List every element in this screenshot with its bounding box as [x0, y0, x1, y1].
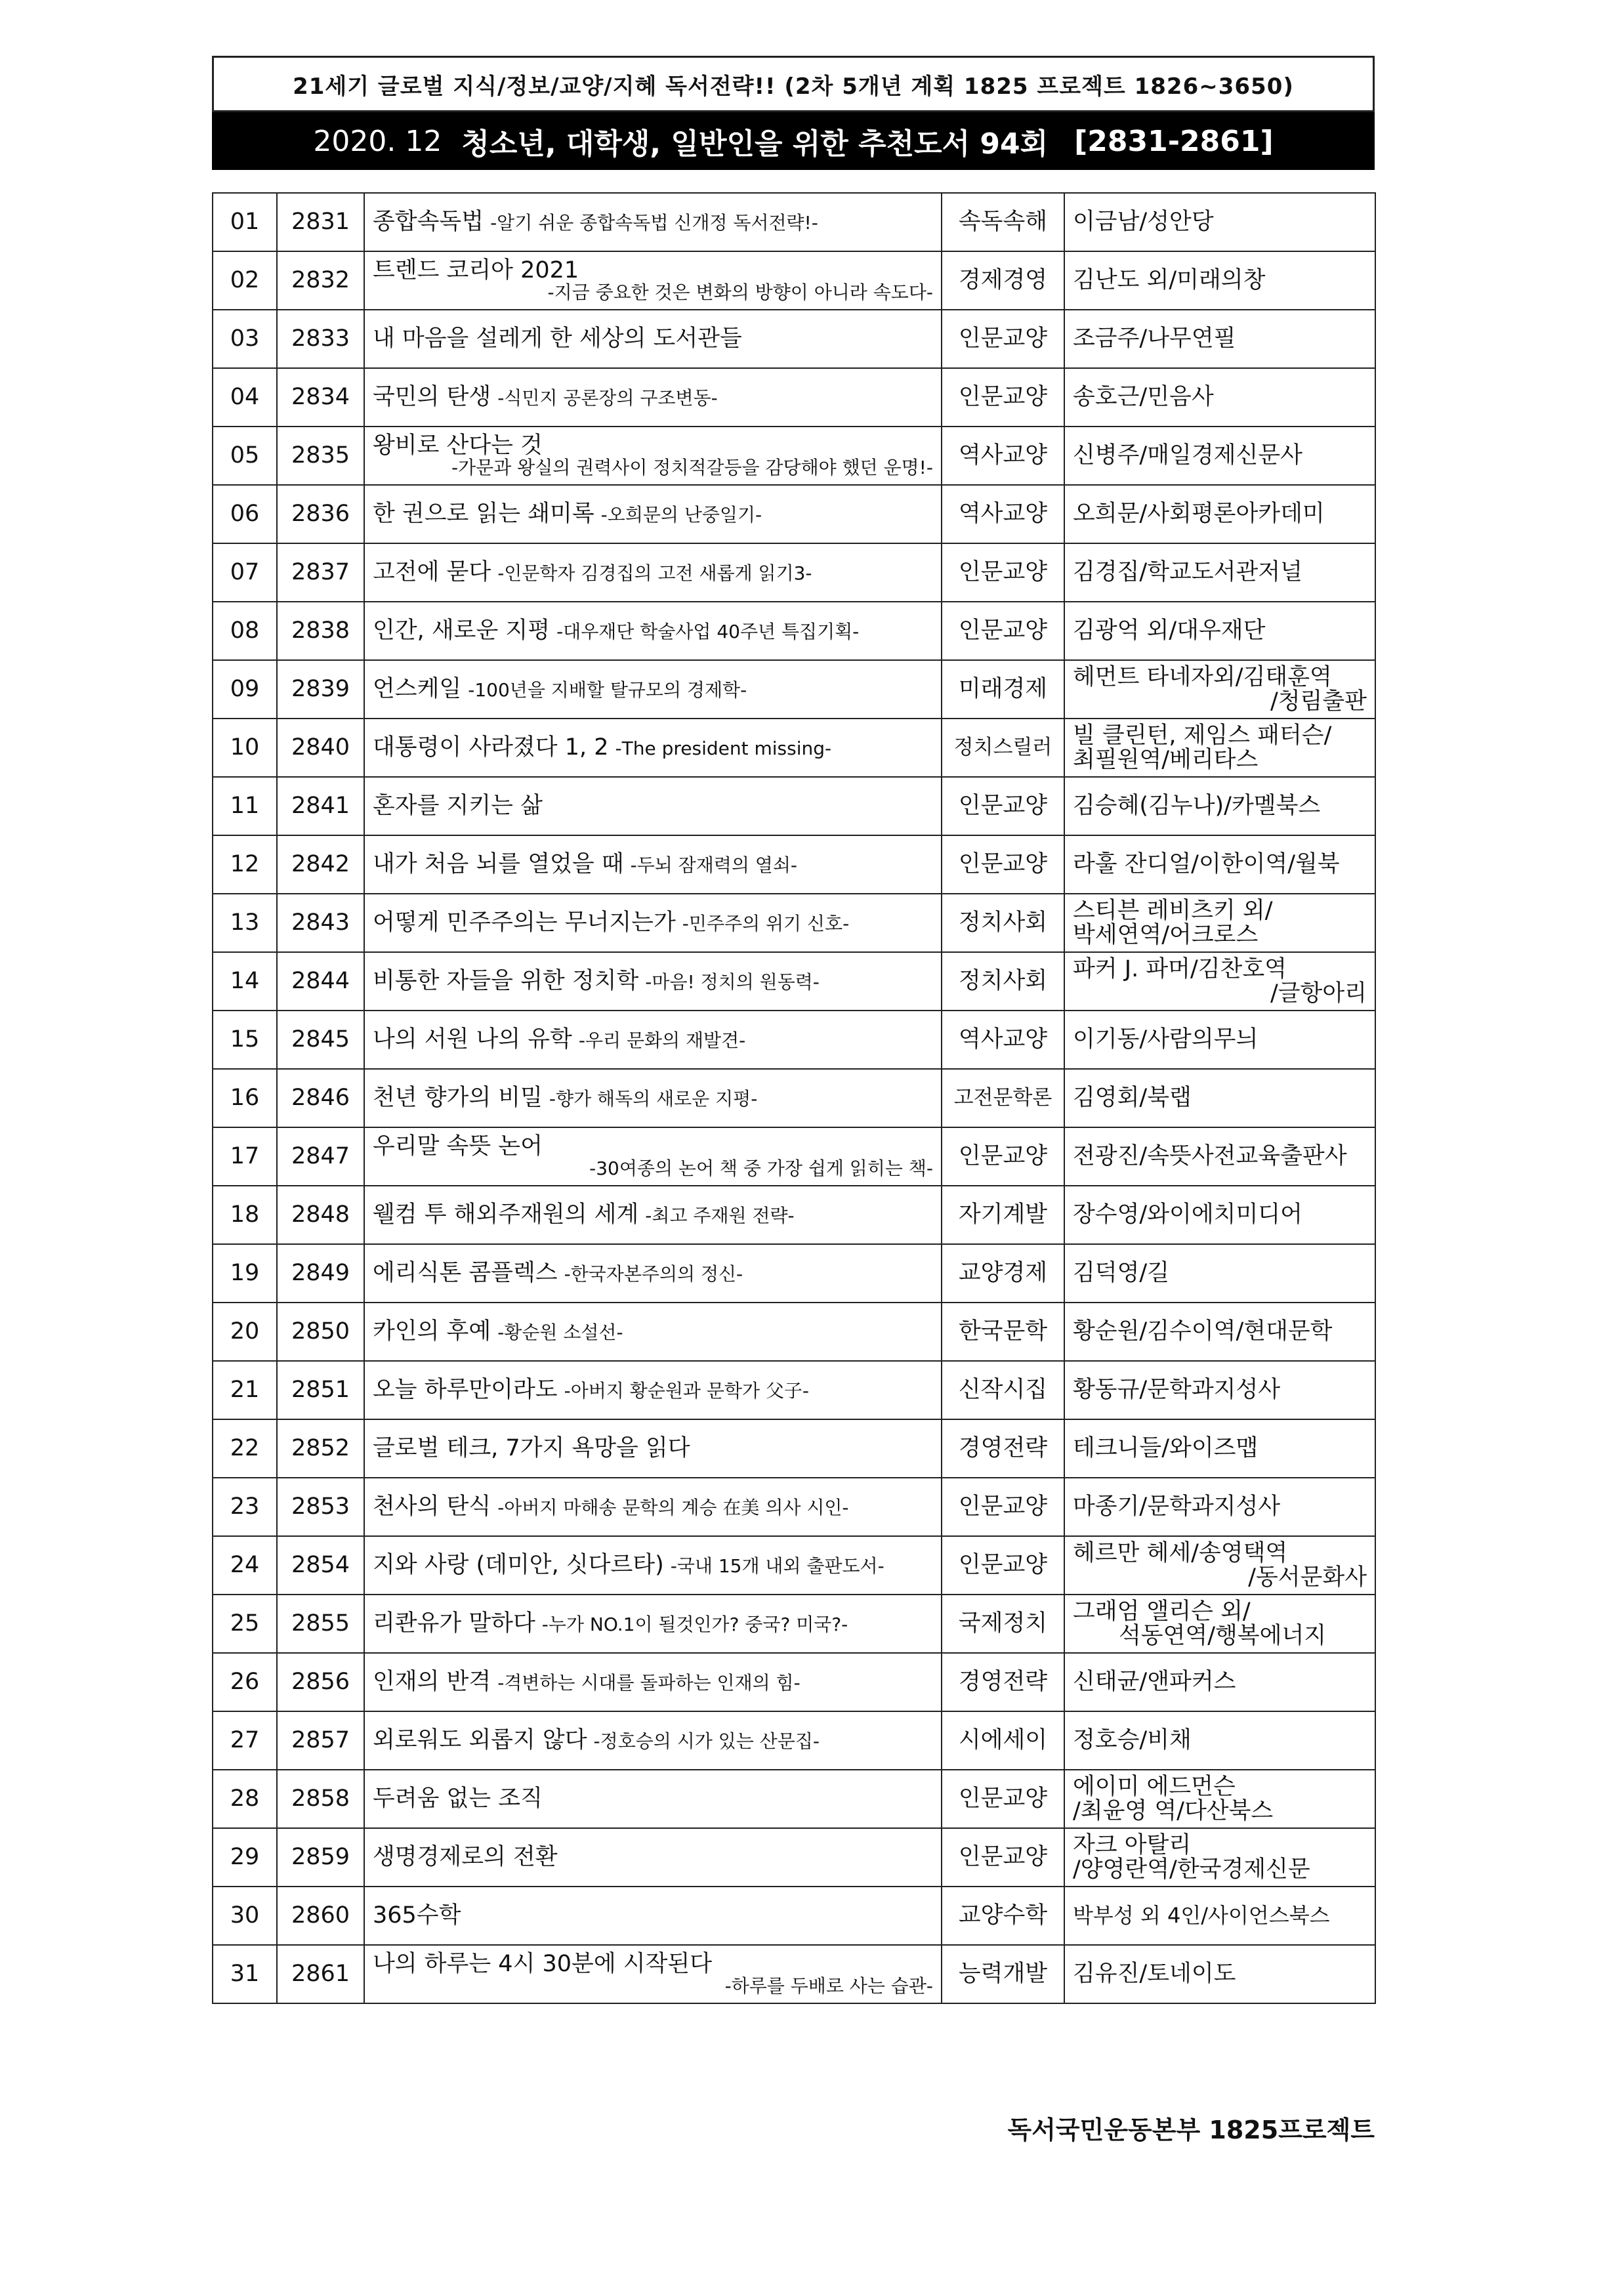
header-subtitle	[212, 56, 1375, 112]
table-row	[213, 835, 1375, 894]
book-category: 국제정치	[942, 1595, 1064, 1653]
book-title: 내 마음을 설레게 한 세상의 도서관들	[373, 325, 742, 352]
author-line: 김승혜(김누나)/카멜북스	[1073, 793, 1321, 820]
row-number: 11	[213, 777, 277, 835]
author-line: /청림출판	[1270, 688, 1367, 715]
book-title-cell	[364, 193, 942, 251]
book-id: 2861	[277, 1945, 364, 2003]
book-id: 2846	[277, 1069, 364, 1127]
book-id: 2854	[277, 1536, 364, 1595]
book-id: 2843	[277, 894, 364, 952]
row-number: 29	[213, 1828, 277, 1887]
author-line: 박부성 외 4인/사이언스북스	[1073, 1902, 1330, 1928]
book-title: 왕비로 산다는 것	[373, 432, 543, 459]
book-author-publisher	[1064, 1127, 1375, 1186]
author-line: 김광억 외/대우재단	[1073, 617, 1266, 644]
table-row	[213, 251, 1375, 310]
book-category: 미래경제	[942, 660, 1064, 719]
book-title-cell	[364, 1361, 942, 1419]
book-category: 경영전략	[942, 1653, 1064, 1711]
book-title-cell	[364, 1244, 942, 1303]
book-title: 대통령이 사라졌다 1, 2	[373, 734, 609, 761]
book-title-cell	[364, 602, 942, 660]
header-title-bar	[212, 112, 1375, 170]
book-title: 글로벌 테크, 7가지 욕망을 읽다	[373, 1435, 690, 1462]
book-author-publisher	[1064, 1770, 1375, 1828]
book-author-publisher	[1064, 1361, 1375, 1419]
book-title-cell	[364, 1186, 942, 1244]
book-title-cell	[364, 1536, 942, 1595]
book-title: 천사의 탄식	[373, 1493, 491, 1520]
table-row	[213, 719, 1375, 777]
book-author-publisher	[1064, 1069, 1375, 1127]
book-subtitle: -황순원 소설선-	[497, 1322, 623, 1344]
table-row	[213, 427, 1375, 485]
book-author-publisher	[1064, 427, 1375, 485]
book-title-cell	[364, 368, 942, 427]
book-title: 카인의 후예	[373, 1318, 491, 1345]
book-category: 인문교양	[942, 1828, 1064, 1887]
row-number: 25	[213, 1595, 277, 1653]
book-title: 한 권으로 읽는 쇄미록	[373, 501, 594, 528]
book-title-cell	[364, 1419, 942, 1478]
book-subtitle: -알기 쉬운 종합속독법 신개정 독서전략!-	[490, 212, 818, 234]
book-author-publisher	[1064, 543, 1375, 602]
row-number: 26	[213, 1653, 277, 1711]
book-title-cell	[364, 719, 942, 777]
book-author-publisher	[1064, 894, 1375, 952]
row-number: 08	[213, 602, 277, 660]
book-author-publisher	[1064, 952, 1375, 1011]
book-category: 자기계발	[942, 1186, 1064, 1244]
header-top-line: 21세기 글로벌 지식/정보/교양/지혜 독서전략!! (2차 5개년 계획 1825 프로젝트 1826~3650)	[293, 73, 1294, 100]
book-category: 인문교양	[942, 543, 1064, 602]
row-number: 14	[213, 952, 277, 1011]
book-title: 우리말 속뜻 논어	[373, 1133, 543, 1160]
book-author-publisher	[1064, 310, 1375, 368]
book-id: 2840	[277, 719, 364, 777]
table-row	[213, 952, 1375, 1011]
row-number: 09	[213, 660, 277, 719]
author-line: 헤먼트 타네자외/김태훈역	[1073, 663, 1332, 690]
book-id: 2838	[277, 602, 364, 660]
row-number: 30	[213, 1887, 277, 1945]
book-category: 인문교양	[942, 310, 1064, 368]
table-row	[213, 1770, 1375, 1828]
book-author-publisher	[1064, 251, 1375, 310]
table-row	[213, 1653, 1375, 1711]
table-row	[213, 1303, 1375, 1361]
book-subtitle: -100년을 지배할 탈규모의 경제학-	[468, 679, 747, 701]
row-number: 13	[213, 894, 277, 952]
row-number: 02	[213, 251, 277, 310]
row-number: 07	[213, 543, 277, 602]
row-number: 03	[213, 310, 277, 368]
book-title: 인간, 새로운 지평	[373, 617, 551, 644]
book-title: 생명경제로의 전환	[373, 1844, 558, 1871]
book-subtitle: -아버지 마해송 문학의 계승 在美 의사 시인-	[497, 1497, 849, 1519]
book-id: 2856	[277, 1653, 364, 1711]
row-number: 31	[213, 1945, 277, 2003]
table-row	[213, 368, 1375, 427]
book-id: 2855	[277, 1595, 364, 1653]
book-title-cell	[364, 543, 942, 602]
row-number: 16	[213, 1069, 277, 1127]
row-number: 20	[213, 1303, 277, 1361]
author-line: 조금주/나무연필	[1073, 325, 1236, 352]
author-line: 이금남/성안당	[1073, 209, 1214, 236]
book-id: 2848	[277, 1186, 364, 1244]
book-title-cell	[364, 777, 942, 835]
book-title: 365수학	[373, 1902, 461, 1929]
table-row	[213, 543, 1375, 602]
book-title: 에리식톤 콤플렉스	[373, 1260, 558, 1287]
author-line: 이기동/사람의무늬	[1073, 1026, 1259, 1053]
book-category: 신작시집	[942, 1361, 1064, 1419]
book-title: 리콴유가 말하다	[373, 1610, 535, 1637]
author-line: 빌 클린턴, 제임스 패터슨/	[1073, 722, 1332, 749]
table-row	[213, 1069, 1375, 1127]
book-title: 국민의 탄생	[373, 384, 491, 411]
book-title: 외로워도 외롭지 않다	[373, 1727, 587, 1754]
row-number: 05	[213, 427, 277, 485]
book-title: 두려움 없는 조직	[373, 1785, 543, 1812]
book-author-publisher	[1064, 602, 1375, 660]
book-title: 언스케일	[373, 676, 462, 703]
header-date: 2020. 12	[313, 124, 442, 158]
author-line: 최필원역/베리타스	[1073, 746, 1259, 773]
book-subtitle: -아버지 황순원과 문학가 父子-	[564, 1380, 809, 1402]
book-id: 2834	[277, 368, 364, 427]
book-category: 고전문학론	[942, 1069, 1064, 1127]
book-category: 정치사회	[942, 894, 1064, 952]
book-id: 2850	[277, 1303, 364, 1361]
book-subtitle: -30여종의 논어 책 중 가장 쉽게 읽히는 책-	[589, 1158, 933, 1180]
table-row	[213, 1478, 1375, 1536]
row-number: 24	[213, 1536, 277, 1595]
book-title: 종합속독법	[373, 209, 484, 236]
row-number: 04	[213, 368, 277, 427]
book-category: 정치사회	[942, 952, 1064, 1011]
book-subtitle: -가문과 왕실의 권력사이 정치적갈등을 감당해야 했던 운명!-	[451, 457, 933, 479]
book-title-cell	[364, 952, 942, 1011]
table-row	[213, 1127, 1375, 1186]
author-line: 파커 J. 파머/김찬호역	[1073, 955, 1287, 982]
book-id: 2831	[277, 193, 364, 251]
book-id: 2851	[277, 1361, 364, 1419]
book-id: 2858	[277, 1770, 364, 1828]
book-title-cell	[364, 310, 942, 368]
book-title: 어떻게 민주주의는 무너지는가	[373, 909, 676, 936]
book-author-publisher	[1064, 1478, 1375, 1536]
book-title: 천년 향가의 비밀	[373, 1085, 543, 1112]
book-id: 2853	[277, 1478, 364, 1536]
book-author-publisher	[1064, 485, 1375, 543]
book-category: 교양경제	[942, 1244, 1064, 1303]
book-subtitle: -식민지 공론장의 구조변동-	[497, 387, 718, 409]
book-title-cell	[364, 1770, 942, 1828]
book-subtitle: -정호승의 시가 있는 산문집-	[593, 1730, 820, 1753]
book-title: 인재의 반격	[373, 1669, 491, 1696]
book-category: 경영전략	[942, 1419, 1064, 1478]
book-title-cell	[364, 1711, 942, 1770]
book-category: 한국문학	[942, 1303, 1064, 1361]
book-id: 2847	[277, 1127, 364, 1186]
book-author-publisher	[1064, 1186, 1375, 1244]
author-line: 테크니들/와이즈맵	[1073, 1435, 1259, 1462]
author-line: 김경집/학교도서관저널	[1073, 559, 1302, 586]
author-line: 송호근/민음사	[1073, 384, 1214, 411]
author-line: 황동규/문학과지성사	[1073, 1377, 1281, 1404]
book-author-publisher	[1064, 1828, 1375, 1887]
book-id: 2832	[277, 251, 364, 310]
book-title: 트렌드 코리아 2021	[373, 257, 579, 284]
table-row	[213, 485, 1375, 543]
book-subtitle: -지금 중요한 것은 변화의 방향이 아니라 속도다-	[547, 282, 933, 304]
table-row	[213, 1945, 1375, 2003]
book-id: 2844	[277, 952, 364, 1011]
author-line: 그래엄 앨리슨 외/	[1073, 1598, 1251, 1625]
book-title-cell	[364, 894, 942, 952]
book-author-publisher	[1064, 1303, 1375, 1361]
row-number: 18	[213, 1186, 277, 1244]
row-number: 17	[213, 1127, 277, 1186]
book-title-cell	[364, 1069, 942, 1127]
book-id: 2860	[277, 1887, 364, 1945]
book-category: 속독속해	[942, 193, 1064, 251]
book-title-cell	[364, 1127, 942, 1186]
book-category: 인문교양	[942, 1770, 1064, 1828]
book-title: 고전에 묻다	[373, 559, 491, 586]
book-id: 2842	[277, 835, 364, 894]
book-subtitle: -대우재단 학술사업 40주년 특집기획-	[556, 621, 860, 643]
book-author-publisher	[1064, 1887, 1375, 1945]
book-category: 정치스릴러	[942, 719, 1064, 777]
book-title-cell	[364, 1653, 942, 1711]
book-title-cell	[364, 1011, 942, 1069]
book-id: 2835	[277, 427, 364, 485]
book-category: 인문교양	[942, 1478, 1064, 1536]
book-title-cell	[364, 1887, 942, 1945]
book-author-publisher	[1064, 719, 1375, 777]
book-title-cell	[364, 485, 942, 543]
book-author-publisher	[1064, 835, 1375, 894]
author-line: 정호승/비채	[1073, 1727, 1192, 1754]
book-id: 2852	[277, 1419, 364, 1478]
author-line: 김난도 외/미래의창	[1073, 267, 1266, 294]
row-number: 19	[213, 1244, 277, 1303]
book-title-cell	[364, 1478, 942, 1536]
book-subtitle: -하루를 두배로 사는 습관-	[724, 1975, 933, 1997]
book-author-publisher	[1064, 193, 1375, 251]
row-number: 15	[213, 1011, 277, 1069]
book-category: 역사교양	[942, 1011, 1064, 1069]
book-category: 인문교양	[942, 1536, 1064, 1595]
table-row	[213, 1711, 1375, 1770]
book-subtitle: -마음! 정치의 원동력-	[645, 971, 820, 993]
author-line: 박세연역/어크로스	[1073, 921, 1259, 948]
book-author-publisher	[1064, 1244, 1375, 1303]
book-category: 인문교양	[942, 835, 1064, 894]
table-row	[213, 1828, 1375, 1887]
book-list-body	[213, 193, 1375, 2003]
table-row	[213, 310, 1375, 368]
row-number: 10	[213, 719, 277, 777]
book-category: 능력개발	[942, 1945, 1064, 2003]
book-title: 나의 서원 나의 유학	[373, 1026, 572, 1053]
book-subtitle: -향가 해독의 새로운 지평-	[549, 1088, 758, 1110]
book-id: 2859	[277, 1828, 364, 1887]
row-number: 01	[213, 193, 277, 251]
author-line: 신병주/매일경제신문사	[1073, 442, 1302, 469]
book-subtitle: -한국자본주의의 정신-	[564, 1263, 743, 1285]
book-title-cell	[364, 1595, 942, 1653]
book-author-publisher	[1064, 1595, 1375, 1653]
table-row	[213, 660, 1375, 719]
book-author-publisher	[1064, 777, 1375, 835]
table-row	[213, 1419, 1375, 1478]
book-title: 나의 하루는 4시 30분에 시작된다	[373, 1951, 713, 1978]
table-row	[213, 1887, 1375, 1945]
table-row	[213, 1186, 1375, 1244]
book-author-publisher	[1064, 1653, 1375, 1711]
author-line: 김영회/북랩	[1073, 1085, 1192, 1112]
table-row	[213, 602, 1375, 660]
book-id: 2839	[277, 660, 364, 719]
book-id: 2837	[277, 543, 364, 602]
author-line: 전광진/속뜻사전교육출판사	[1073, 1143, 1347, 1170]
book-category: 경제경영	[942, 251, 1064, 310]
table-row	[213, 777, 1375, 835]
book-title: 오늘 하루만이라도	[373, 1377, 558, 1404]
table-row	[213, 1011, 1375, 1069]
book-category: 인문교양	[942, 777, 1064, 835]
author-line: 스티븐 레비츠키 외/	[1073, 897, 1273, 924]
book-author-publisher	[1064, 1711, 1375, 1770]
author-line: /글항아리	[1270, 980, 1367, 1007]
book-id: 2849	[277, 1244, 364, 1303]
row-number: 27	[213, 1711, 277, 1770]
footer-organization: 독서국민운동본부 1825프로젝트	[1007, 2116, 1375, 2144]
author-line: /동서문화사	[1248, 1564, 1367, 1591]
book-title-cell	[364, 251, 942, 310]
book-subtitle: -인문학자 김경집의 고전 새롭게 읽기3-	[497, 562, 812, 585]
book-subtitle: -The president missing-	[615, 738, 832, 760]
book-author-publisher	[1064, 368, 1375, 427]
author-line: 라훌 잔디얼/이한이역/월북	[1073, 851, 1340, 878]
row-number: 28	[213, 1770, 277, 1828]
book-subtitle: -민주주의 위기 신호-	[682, 913, 850, 935]
book-id: 2857	[277, 1711, 364, 1770]
author-line: /양영란역/한국경제신문	[1073, 1856, 1310, 1883]
row-number: 06	[213, 485, 277, 543]
table-row	[213, 1595, 1375, 1653]
row-number: 21	[213, 1361, 277, 1419]
book-id: 2833	[277, 310, 364, 368]
header-title: 청소년, 대학생, 일반인을 위한 추천도서 94회	[461, 127, 1049, 161]
book-id: 2845	[277, 1011, 364, 1069]
book-author-publisher	[1064, 1419, 1375, 1478]
row-number: 12	[213, 835, 277, 894]
book-subtitle: -국내 15개 내외 출판도서-	[670, 1555, 885, 1577]
book-list-table	[212, 192, 1376, 2004]
book-title: 비통한 자들을 위한 정치학	[373, 968, 639, 995]
book-title: 지와 사랑 (데미안, 싯다르타)	[373, 1552, 664, 1579]
book-id: 2841	[277, 777, 364, 835]
author-line: 에이미 에드먼슨	[1073, 1773, 1236, 1800]
book-category: 인문교양	[942, 1127, 1064, 1186]
book-category: 시에세이	[942, 1711, 1064, 1770]
book-category: 교양수학	[942, 1887, 1064, 1945]
author-line: 김유진/토네이도	[1073, 1961, 1236, 1988]
author-line: 신태균/앤파커스	[1073, 1669, 1236, 1696]
book-subtitle: -두뇌 잠재력의 열쇠-	[630, 854, 798, 877]
table-row	[213, 1361, 1375, 1419]
book-title: 웰컴 투 해외주재원의 세계	[373, 1201, 639, 1228]
book-title: 내가 처음 뇌를 열었을 때	[373, 851, 624, 878]
author-line: /최윤영 역/다산북스	[1073, 1797, 1274, 1824]
book-title-cell	[364, 835, 942, 894]
header-range: [2831-2861]	[1074, 124, 1274, 158]
author-line: 김덕영/길	[1073, 1260, 1170, 1287]
author-line: 황순원/김수이역/현대문학	[1073, 1318, 1333, 1345]
author-line: 마종기/문학과지성사	[1073, 1493, 1281, 1520]
table-row	[213, 1244, 1375, 1303]
book-subtitle: -최고 주재원 전략-	[645, 1205, 795, 1227]
book-subtitle: -우리 문화의 재발견-	[578, 1030, 746, 1052]
author-line: 석동연역/행복에너지	[1119, 1622, 1327, 1649]
row-number: 23	[213, 1478, 277, 1536]
table-row	[213, 193, 1375, 251]
book-subtitle: -격변하는 시대를 돌파하는 인재의 힘-	[497, 1672, 801, 1694]
book-author-publisher	[1064, 1011, 1375, 1069]
table-row	[213, 894, 1375, 952]
table-row	[213, 1536, 1375, 1595]
book-subtitle: -오희문의 난중일기-	[600, 504, 762, 526]
author-line: 오희문/사회평론아카데미	[1073, 501, 1325, 528]
author-line: 자크 아탈리	[1073, 1831, 1192, 1858]
book-subtitle: -누가 NO.1이 될것인가? 중국? 미국?-	[541, 1614, 848, 1636]
book-title-cell	[364, 1303, 942, 1361]
book-title-cell	[364, 1945, 942, 2003]
book-author-publisher	[1064, 1536, 1375, 1595]
book-title: 혼자를 지키는 삶	[373, 793, 543, 820]
author-line: 헤르만 헤세/송영택역	[1073, 1539, 1288, 1566]
book-id: 2836	[277, 485, 364, 543]
book-author-publisher	[1064, 660, 1375, 719]
book-category: 인문교양	[942, 368, 1064, 427]
book-author-publisher	[1064, 1945, 1375, 2003]
author-line: 장수영/와이에치미디어	[1073, 1201, 1302, 1228]
book-title-cell	[364, 1828, 942, 1887]
book-category: 역사교양	[942, 427, 1064, 485]
book-title-cell	[364, 660, 942, 719]
row-number: 22	[213, 1419, 277, 1478]
book-category: 인문교양	[942, 602, 1064, 660]
book-title-cell	[364, 427, 942, 485]
book-category: 역사교양	[942, 485, 1064, 543]
